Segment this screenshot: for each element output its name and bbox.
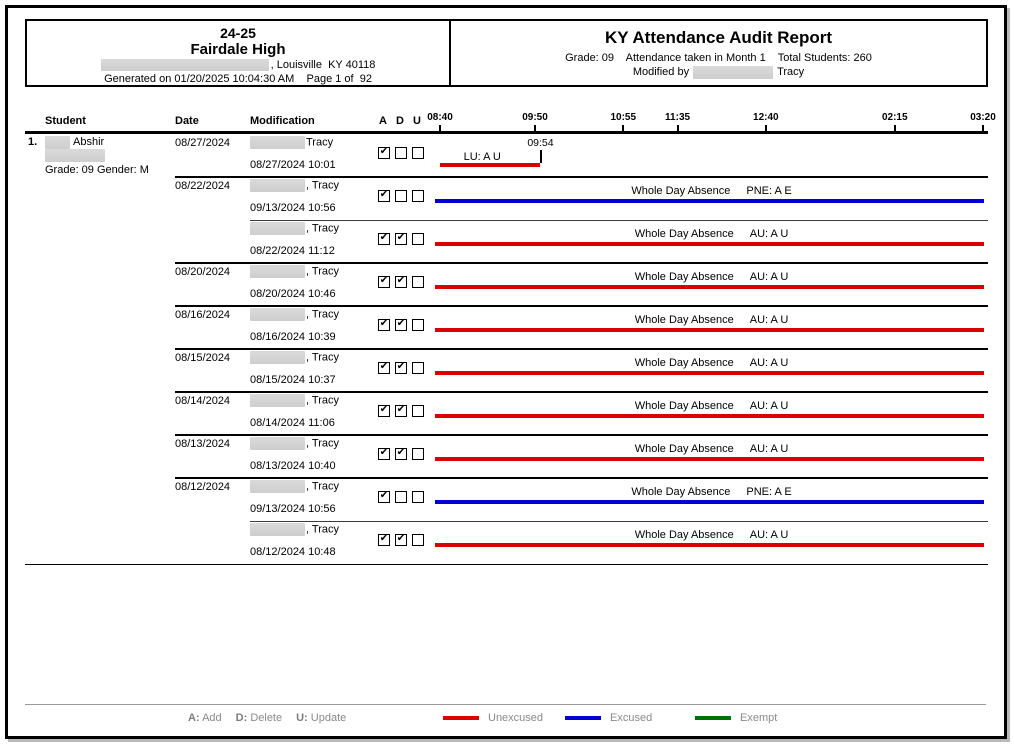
footer-divider [25, 704, 986, 705]
flag-legend [188, 712, 346, 724]
modification-entry [25, 349, 988, 392]
redacted-modifier-box [250, 308, 305, 321]
school-info-panel [27, 21, 451, 85]
bar-label-row [440, 185, 983, 197]
modification-entry [25, 177, 988, 220]
student-name: Abshir [73, 136, 105, 148]
timeline-tick-label: 09:50 [522, 112, 548, 123]
modifier-line [250, 394, 339, 407]
bar-label-row [440, 486, 983, 498]
legend-line [565, 716, 601, 720]
entry-date: 08/27/2024 [175, 137, 231, 149]
flag-key: U: [296, 712, 308, 724]
flag-label: Update [310, 712, 347, 724]
report-page [5, 5, 1007, 739]
modifier-line [250, 265, 339, 278]
table-bottom-line [25, 564, 988, 565]
modifier-name: , Tracy [306, 351, 340, 364]
modification-entry [25, 478, 988, 521]
attendance-bar [435, 543, 984, 547]
checkbox-add [378, 491, 390, 503]
modification-entry [25, 263, 988, 306]
generated-line: Generated on 01/20/2025 10:04:30 AM Page 1 of 92 [104, 73, 372, 85]
redacted-modifier-box [250, 523, 305, 536]
column-header-flag-a: A [379, 115, 387, 127]
color-legend-item [565, 712, 652, 724]
bar-end-time: 09:54 [527, 137, 554, 149]
bar-label-row [440, 357, 983, 369]
flag-legend-item [236, 712, 282, 724]
redacted-student-first-name-box [45, 136, 70, 149]
entry-date: 08/20/2024 [175, 266, 231, 278]
bar-label: Whole Day Absence [634, 443, 734, 455]
checkbox-delete [395, 448, 407, 460]
flag-key: D: [235, 712, 248, 724]
bar-code: AU: A U [749, 271, 789, 283]
bar-label-row [440, 314, 983, 326]
school-year: 24-25 [220, 25, 256, 41]
bar-code: PNE: A E [746, 486, 792, 498]
column-header-flag-u: U [413, 115, 421, 127]
modification-timestamp: 08/12/2024 10:48 [250, 546, 336, 558]
modification-entry [25, 220, 988, 263]
bar-label: Whole Day Absence [631, 486, 731, 498]
bar-label: LU: A U [463, 151, 501, 163]
checkbox-update [412, 534, 424, 546]
bar-label-row [440, 443, 983, 455]
redacted-modifier-box [250, 480, 305, 493]
modifier-line [250, 437, 339, 450]
checkbox-add [378, 319, 390, 331]
bar-end-tick [540, 150, 542, 163]
bar-label-row [440, 400, 983, 412]
school-name: Fairdale High [190, 41, 286, 58]
modified-by-prefix: Modified by [632, 66, 690, 78]
modifier-line [250, 480, 339, 493]
redacted-modifier-box [250, 437, 305, 450]
checkbox-delete [395, 190, 407, 202]
modifier-line [250, 179, 339, 192]
timeline-tick-label: 03:20 [970, 112, 996, 123]
modification-timestamp: 08/27/2024 10:01 [250, 159, 336, 171]
school-address-text: , Louisville KY 40118 [270, 59, 376, 71]
checkbox-add [378, 448, 390, 460]
student-demographics: Grade: 09 Gender: M [45, 164, 149, 176]
legend-label: Excused [610, 712, 653, 724]
flag-label: Add [202, 712, 222, 724]
attendance-bar [435, 199, 984, 203]
bar-label-row [440, 228, 983, 240]
bar-code: AU: A U [749, 443, 789, 455]
bar-label: Whole Day Absence [631, 185, 731, 197]
checkbox-update [412, 362, 424, 374]
entry-timeline-cell [430, 134, 986, 177]
modification-entry [25, 435, 988, 478]
bar-label-row [440, 529, 983, 541]
checkbox-delete [395, 405, 407, 417]
column-header-modification: Modification [250, 115, 315, 127]
checkbox-delete [395, 534, 407, 546]
attendance-bar [435, 500, 984, 504]
entry-timeline-cell [430, 478, 986, 521]
table-header-row [25, 112, 996, 134]
timeline-axis [427, 112, 996, 131]
checkbox-add [378, 534, 390, 546]
attendance-bar [435, 371, 984, 375]
checkbox-add [378, 147, 390, 159]
entry-date: 08/12/2024 [175, 481, 231, 493]
checkbox-update [412, 448, 424, 460]
checkbox-delete [395, 276, 407, 288]
entry-timeline-cell [430, 392, 986, 435]
bar-code: AU: A U [749, 228, 789, 240]
redacted-modifier-box [250, 394, 305, 407]
column-header-flag-d: D [396, 115, 404, 127]
timeline-tick-mark [894, 125, 896, 131]
legend-line [695, 716, 731, 720]
report-title: KY Attendance Audit Report [605, 28, 832, 47]
entry-timeline-cell [430, 220, 986, 263]
timeline-tick-mark [765, 125, 767, 131]
attendance-table [25, 112, 996, 565]
timeline-axis-header [427, 112, 996, 131]
modification-timestamp: 08/16/2024 10:39 [250, 331, 336, 343]
entry-timeline-cell [430, 306, 986, 349]
bar-label: Whole Day Absence [634, 400, 734, 412]
entry-date: 08/22/2024 [175, 180, 231, 192]
color-legend-item [443, 712, 543, 724]
entry-timeline-cell [430, 435, 986, 478]
entry-timeline-cell [430, 263, 986, 306]
checkbox-update [412, 233, 424, 245]
modification-timestamp: 09/13/2024 10:56 [250, 202, 336, 214]
checkbox-update [412, 491, 424, 503]
modified-by-suffix: Tracy [777, 66, 805, 78]
entry-date: 08/14/2024 [175, 395, 231, 407]
checkbox-update [412, 190, 424, 202]
checkbox-delete [395, 362, 407, 374]
modification-entry [25, 134, 988, 177]
bar-label: Whole Day Absence [634, 357, 734, 369]
attendance-bar [435, 414, 984, 418]
attendance-bar [440, 163, 540, 167]
redacted-modifier-name-box [693, 66, 773, 79]
modifier-line [250, 523, 339, 536]
timeline-tick-mark [534, 125, 536, 131]
redacted-address-box [101, 59, 269, 71]
bar-label: Whole Day Absence [634, 271, 734, 283]
modification-timestamp: 09/13/2024 10:56 [250, 503, 336, 515]
modifier-name: , Tracy [306, 437, 340, 450]
modifier-line [250, 308, 339, 321]
modifier-name: , Tracy [306, 265, 340, 278]
checkbox-add [378, 362, 390, 374]
modification-timestamp: 08/14/2024 11:06 [250, 417, 335, 429]
flag-legend-item [296, 712, 346, 724]
timeline-tick-label: 12:40 [753, 112, 779, 123]
report-meta-line: Grade: 09 Attendance taken in Month 1 Total Students: 260 [565, 52, 872, 64]
row-number: 1. [28, 136, 38, 148]
table-body [25, 134, 988, 564]
checkbox-delete [395, 319, 407, 331]
flag-label: Delete [250, 712, 283, 724]
timeline-tick-mark [982, 125, 984, 131]
entry-timeline-cell [430, 177, 986, 220]
checkbox-update [412, 319, 424, 331]
bar-label-row [440, 271, 983, 283]
entry-date: 08/13/2024 [175, 438, 231, 450]
bar-code: PNE: A E [746, 185, 792, 197]
timeline-tick-label: 10:55 [610, 112, 637, 123]
checkbox-delete [395, 491, 407, 503]
flag-legend-item [188, 712, 222, 724]
legend-line [443, 716, 479, 720]
flag-key: A: [188, 712, 200, 724]
bar-label: Whole Day Absence [634, 529, 734, 541]
modification-timestamp: 08/22/2024 11:12 [250, 245, 335, 257]
timeline-tick-label: 08:40 [427, 112, 453, 123]
bar-code: AU: A U [749, 529, 789, 541]
entry-timeline-cell [430, 521, 986, 564]
modifier-name: , Tracy [306, 480, 340, 493]
legend-label: Unexcused [488, 712, 544, 724]
modifier-name: , Tracy [306, 394, 340, 407]
timeline-tick-mark [677, 125, 679, 131]
bar-code: AU: A U [749, 314, 789, 326]
checkbox-add [378, 276, 390, 288]
modifier-name: , Tracy [306, 222, 340, 235]
modification-entry [25, 306, 988, 349]
modification-timestamp: 08/20/2024 10:46 [250, 288, 336, 300]
bar-label: Whole Day Absence [634, 314, 734, 326]
modifier-line [250, 222, 339, 235]
modification-entry [25, 392, 988, 435]
column-header-student: Student [45, 115, 86, 127]
bar-code: AU: A U [749, 400, 789, 412]
checkbox-add [378, 233, 390, 245]
checkbox-delete [395, 233, 407, 245]
bar-code: AU: A U [749, 357, 789, 369]
timeline-tick-mark [439, 125, 441, 131]
modification-timestamp: 08/13/2024 10:40 [250, 460, 336, 472]
column-header-date: Date [175, 115, 199, 127]
checkbox-add [378, 405, 390, 417]
bar-label-row [440, 151, 540, 163]
attendance-bar [435, 285, 984, 289]
checkbox-add [378, 190, 390, 202]
entry-date: 08/16/2024 [175, 309, 231, 321]
redacted-student-last-name-box [45, 149, 105, 162]
modifier-name: , Tracy [306, 179, 340, 192]
timeline-tick-label: 11:35 [665, 112, 691, 123]
modified-by-line [451, 65, 986, 79]
entry-date: 08/15/2024 [175, 352, 231, 364]
attendance-bar [435, 328, 984, 332]
attendance-bar [435, 242, 984, 246]
modifier-line [250, 136, 333, 149]
report-info-panel [451, 21, 986, 85]
entry-timeline-cell [430, 349, 986, 392]
redacted-modifier-box [250, 136, 305, 149]
modifier-line [250, 351, 339, 364]
timeline-tick-mark [622, 125, 624, 131]
legend-label: Exempt [740, 712, 778, 724]
modification-timestamp: 08/15/2024 10:37 [250, 374, 336, 386]
school-address-line [27, 58, 449, 72]
bar-label: Whole Day Absence [634, 228, 734, 240]
report-header-box [25, 19, 988, 87]
redacted-modifier-box [250, 265, 305, 278]
attendance-bar [435, 457, 984, 461]
modifier-name: , Tracy [306, 523, 340, 536]
modifier-name: Tracy [306, 136, 334, 149]
modifier-name: , Tracy [306, 308, 340, 321]
color-legend-item [695, 712, 777, 724]
timeline-tick-label: 02:15 [881, 112, 908, 123]
student-cell [25, 134, 175, 177]
redacted-modifier-box [250, 222, 305, 235]
modification-entry [25, 521, 988, 564]
checkbox-update [412, 147, 424, 159]
redacted-modifier-box [250, 179, 305, 192]
checkbox-update [412, 405, 424, 417]
checkbox-delete [395, 147, 407, 159]
checkbox-update [412, 276, 424, 288]
redacted-modifier-box [250, 351, 305, 364]
